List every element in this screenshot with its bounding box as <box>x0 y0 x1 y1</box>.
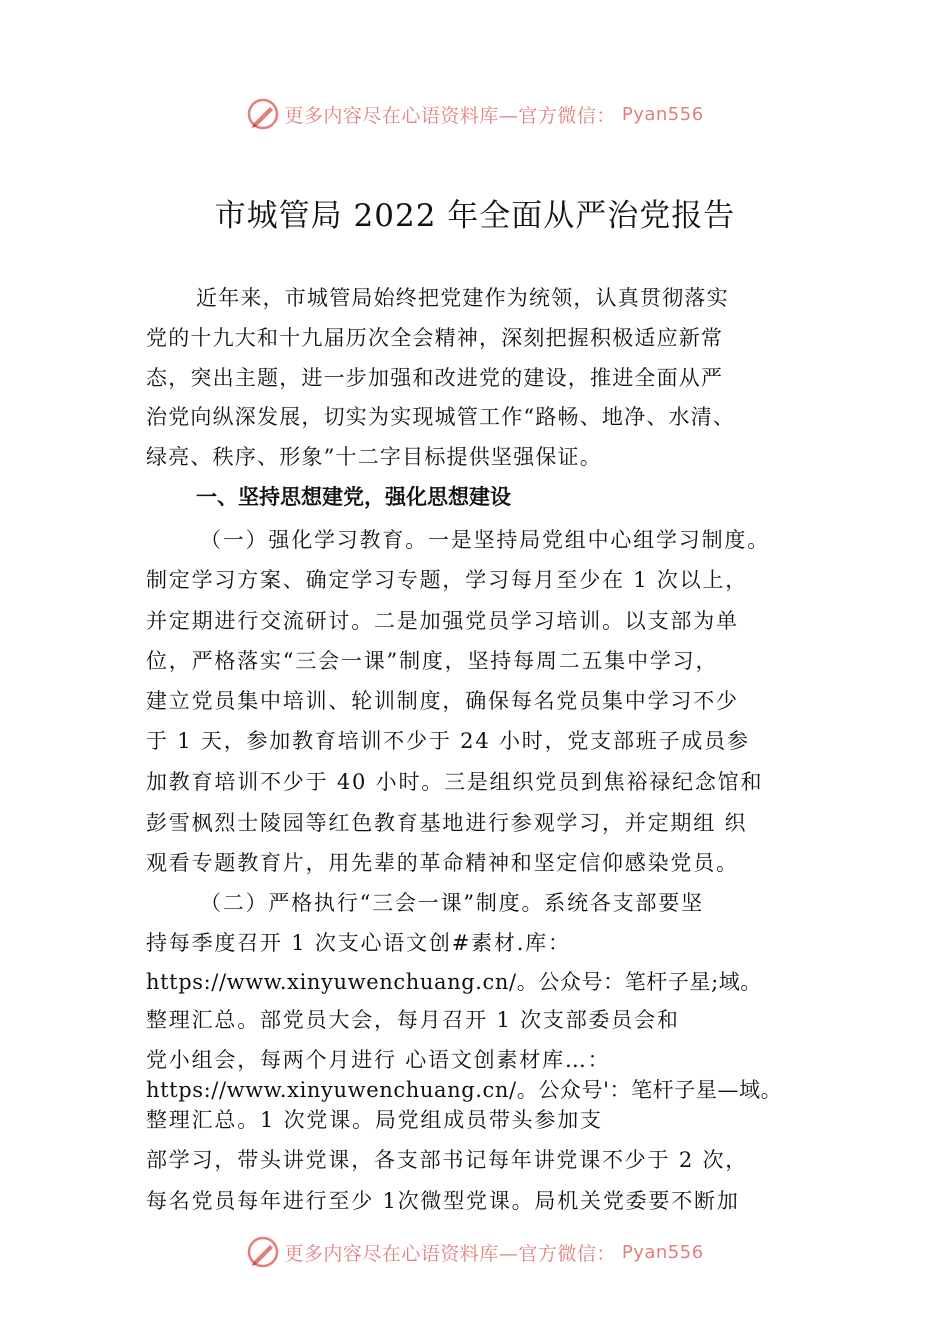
paragraph-line: 并定期进行交流研讨。二是加强党员学习培训。以支部为单 <box>146 609 739 633</box>
paragraph-line: https://www.xinyuwenchuang.cn/。公众号：笔杆子星;域。 <box>146 970 762 994</box>
paragraph-line: 制定学习方案、确定学习专题，学习每月至少在 1 次以上， <box>146 568 749 592</box>
paragraph-line: 位，严格落实“三会一课”制度，坚持每周二五集中学习， <box>146 649 719 673</box>
paragraph-line: 于 1 天，参加教育培训不少于 24 小时，党支部班子成员参 <box>146 729 750 753</box>
paragraph-line: 整理汇总。1 次党课。局党组成员带头参加支 <box>146 1108 603 1132</box>
paragraph-line: 彭雪枫烈士陵园等红色教育基地进行参观学习，并定期组 织 <box>146 811 748 835</box>
paragraph-line: 加教育培训不少于 40 小时。三是组织党员到焦裕禄纪念馆和 <box>146 770 764 794</box>
watermark-id: Pyan556 <box>621 1241 704 1263</box>
watermark-header <box>0 94 950 134</box>
paragraph-line: 部学习，带头讲党课，各支部书记每年讲党课不少于 2 次， <box>146 1148 749 1172</box>
watermark-footer <box>0 1232 950 1272</box>
section-heading: 一、坚持思想建党，强化思想建设 <box>196 485 511 509</box>
paragraph-line: 态，突出主题，进一步加强和改进党的建设，推进全面从严 <box>146 366 724 390</box>
paragraph-line: 每名党员每年进行至少 1次微型党课。局机关党委要不断加 <box>146 1189 740 1213</box>
paragraph-line: 持每季度召开 1 次支心语文创#素材.库： <box>146 931 571 955</box>
paragraph-line: （二）严格执行“三会一课”制度。系统各支部要坚 <box>200 891 704 915</box>
paragraph-line: （一）强化学习教育。一是坚持局党组中心组学习制度。 <box>200 528 770 552</box>
watermark-id: Pyan556 <box>621 103 704 125</box>
paragraph-line: 近年来，市城管局始终把党建作为统领，认真贯彻落实 <box>196 286 729 310</box>
pen-logo-icon <box>246 97 280 131</box>
paragraph-line: 建立党员集中培训、轮训制度，确保每名党员集中学习不少 <box>146 689 739 713</box>
paragraph-line: 绿亮、秩序、形象”十二字目标提供坚强保证。 <box>146 445 602 469</box>
paragraph-line: 党的十九大和十九届历次全会精神，深刻把握积极适应新常 <box>146 326 724 350</box>
watermark-text: 更多内容尽在心语资料库—官方微信： <box>284 1242 616 1265</box>
paragraph-line: https://www.xinyuwenchuang.cn/。公众号'：笔杆子星—域。 <box>146 1078 783 1102</box>
document-title: 市城管局 2022 年全面从严治党报告 <box>214 198 736 234</box>
paragraph-line: 党小组会，每两个月进行 心语文创素材库…： <box>146 1048 611 1072</box>
watermark-text: 更多内容尽在心语资料库—官方微信： <box>284 104 616 127</box>
paragraph-line: 整理汇总。部党员大会，每月召开 1 次支部委员会和 <box>146 1008 680 1032</box>
paragraph-line: 观看专题教育片，用先辈的革命精神和坚定信仰感染党员。 <box>146 851 739 875</box>
pen-logo-icon <box>246 1235 280 1269</box>
paragraph-line: 治党向纵深发展，切实为实现城管工作“路畅、地净、水清、 <box>146 405 736 429</box>
